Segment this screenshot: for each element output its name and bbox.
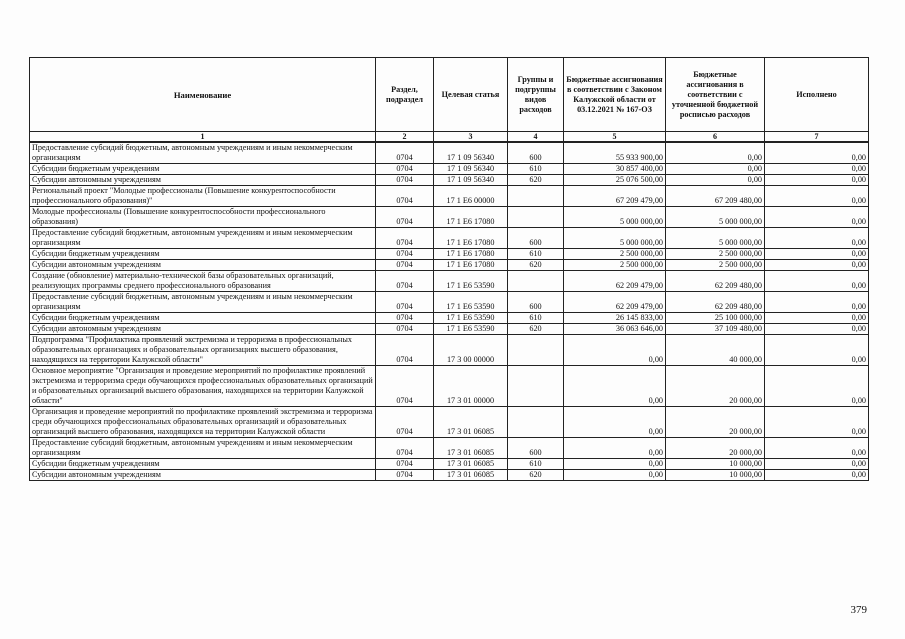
row-assignment-updated-cell: 0,00 [666, 175, 765, 186]
row-assignment-law-cell: 36 063 646,00 [564, 324, 666, 335]
row-group-cell [508, 207, 564, 228]
row-executed-cell: 0,00 [765, 324, 869, 335]
row-name-cell: Предоставление субсидий бюджетным, автономным учреждениям и иным некоммерческим организациям [30, 228, 376, 249]
column-number: 1 [30, 132, 376, 143]
row-section-cell: 0704 [376, 186, 434, 207]
row-executed-cell: 0,00 [765, 366, 869, 407]
row-assignment-updated-cell: 20 000,00 [666, 366, 765, 407]
row-group-cell: 610 [508, 164, 564, 175]
column-number: 4 [508, 132, 564, 143]
row-executed-cell: 0,00 [765, 142, 869, 164]
row-executed-cell: 0,00 [765, 207, 869, 228]
row-section-cell: 0704 [376, 407, 434, 438]
row-article-cell: 17 3 01 06085 [434, 438, 508, 459]
row-group-cell: 600 [508, 142, 564, 164]
budget-table [29, 57, 869, 481]
row-article-cell: 17 3 01 06085 [434, 407, 508, 438]
row-executed-cell: 0,00 [765, 164, 869, 175]
header-expense-group: Группы и подгруппы видов расходов [508, 58, 564, 132]
row-name-cell: Субсидии бюджетным учреждениям [30, 249, 376, 260]
row-section-cell: 0704 [376, 164, 434, 175]
row-assignment-law-cell: 2 500 000,00 [564, 249, 666, 260]
row-group-cell: 620 [508, 470, 564, 481]
row-executed-cell: 0,00 [765, 459, 869, 470]
row-executed-cell: 0,00 [765, 335, 869, 366]
row-section-cell: 0704 [376, 438, 434, 459]
column-number: 3 [434, 132, 508, 143]
table-row [30, 470, 869, 481]
table-row [30, 186, 869, 207]
row-section-cell: 0704 [376, 142, 434, 164]
row-section-cell: 0704 [376, 335, 434, 366]
row-section-cell: 0704 [376, 324, 434, 335]
table-row [30, 142, 869, 164]
row-assignment-updated-cell: 25 100 000,00 [666, 313, 765, 324]
row-name-cell: Молодые профессионалы (Повышение конкурентоспособности профессионального образования) [30, 207, 376, 228]
row-name-cell: Региональный проект "Молодые профессионалы (Повышение конкурентоспособности профессионального образования)" [30, 186, 376, 207]
row-name-cell: Создание (обновление) материально-технической базы образовательных организаций, реализующих программы среднего профессионального образования [30, 271, 376, 292]
row-assignment-updated-cell: 0,00 [666, 164, 765, 175]
row-executed-cell: 0,00 [765, 292, 869, 313]
row-assignment-law-cell: 5 000 000,00 [564, 207, 666, 228]
header-section: Раздел, подраздел [376, 58, 434, 132]
column-number: 7 [765, 132, 869, 143]
row-name-cell: Субсидии бюджетным учреждениям [30, 164, 376, 175]
row-group-cell [508, 407, 564, 438]
row-name-cell: Организация и проведение мероприятий по профилактике проявлений экстремизма и терроризма среди обучающихся профессиональных образовательных организаций и образовательных организаций высшего образования, находящихся на территории Калужской области [30, 407, 376, 438]
row-group-cell: 610 [508, 313, 564, 324]
row-section-cell: 0704 [376, 271, 434, 292]
row-assignment-law-cell: 5 000 000,00 [564, 228, 666, 249]
table-row [30, 366, 869, 407]
row-assignment-law-cell: 0,00 [564, 366, 666, 407]
row-group-cell: 600 [508, 228, 564, 249]
row-group-cell: 600 [508, 438, 564, 459]
row-article-cell: 17 1 Е6 00000 [434, 186, 508, 207]
row-article-cell: 17 1 Е6 53590 [434, 292, 508, 313]
row-article-cell: 17 3 00 00000 [434, 335, 508, 366]
row-assignment-updated-cell: 40 000,00 [666, 335, 765, 366]
row-name-cell: Предоставление субсидий бюджетным, автономным учреждениям и иным некоммерческим организациям [30, 438, 376, 459]
table-row [30, 407, 869, 438]
row-assignment-updated-cell: 2 500 000,00 [666, 249, 765, 260]
row-group-cell [508, 335, 564, 366]
row-assignment-law-cell: 30 857 400,00 [564, 164, 666, 175]
row-section-cell: 0704 [376, 249, 434, 260]
table-row [30, 164, 869, 175]
row-assignment-updated-cell: 5 000 000,00 [666, 228, 765, 249]
row-group-cell: 610 [508, 459, 564, 470]
column-number: 6 [666, 132, 765, 143]
row-name-cell: Субсидии автономным учреждениям [30, 324, 376, 335]
row-assignment-updated-cell: 2 500 000,00 [666, 260, 765, 271]
row-name-cell: Основное мероприятие "Организация и проведение мероприятий по профилактике проявлений экстремизма и терроризма среди обучающихся профессиональных образовательных организаций и образовательных организаций высшего образования, находящихся на территории Калужской области" [30, 366, 376, 407]
row-assignment-law-cell: 0,00 [564, 438, 666, 459]
row-article-cell: 17 1 09 56340 [434, 142, 508, 164]
row-article-cell: 17 3 01 00000 [434, 366, 508, 407]
row-executed-cell: 0,00 [765, 470, 869, 481]
row-article-cell: 17 1 Е6 53590 [434, 324, 508, 335]
row-article-cell: 17 3 01 06085 [434, 470, 508, 481]
row-executed-cell: 0,00 [765, 228, 869, 249]
table-row [30, 292, 869, 313]
row-article-cell: 17 1 Е6 53590 [434, 271, 508, 292]
row-article-cell: 17 1 09 56340 [434, 164, 508, 175]
row-group-cell [508, 366, 564, 407]
row-group-cell: 600 [508, 292, 564, 313]
row-section-cell: 0704 [376, 292, 434, 313]
row-article-cell: 17 1 Е6 17080 [434, 260, 508, 271]
row-assignment-law-cell: 62 209 479,00 [564, 292, 666, 313]
header-executed: Исполнено [765, 58, 869, 132]
row-assignment-updated-cell: 10 000,00 [666, 470, 765, 481]
row-executed-cell: 0,00 [765, 175, 869, 186]
row-section-cell: 0704 [376, 260, 434, 271]
row-assignment-updated-cell: 0,00 [666, 142, 765, 164]
row-executed-cell: 0,00 [765, 438, 869, 459]
row-assignment-law-cell: 62 209 479,00 [564, 271, 666, 292]
row-name-cell: Предоставление субсидий бюджетным, автономным учреждениям и иным некоммерческим организациям [30, 142, 376, 164]
row-executed-cell: 0,00 [765, 249, 869, 260]
row-assignment-updated-cell: 62 209 480,00 [666, 271, 765, 292]
row-group-cell: 620 [508, 324, 564, 335]
row-assignment-updated-cell: 10 000,00 [666, 459, 765, 470]
row-executed-cell: 0,00 [765, 260, 869, 271]
row-executed-cell: 0,00 [765, 186, 869, 207]
row-section-cell: 0704 [376, 228, 434, 249]
row-assignment-law-cell: 26 145 833,00 [564, 313, 666, 324]
table-row [30, 228, 869, 249]
row-assignment-updated-cell: 37 109 480,00 [666, 324, 765, 335]
table-row [30, 335, 869, 366]
row-name-cell: Предоставление субсидий бюджетным, автономным учреждениям и иным некоммерческим организациям [30, 292, 376, 313]
row-assignment-law-cell: 55 933 900,00 [564, 142, 666, 164]
table-row [30, 271, 869, 292]
row-group-cell: 620 [508, 175, 564, 186]
row-assignment-law-cell: 0,00 [564, 459, 666, 470]
table-row [30, 459, 869, 470]
row-section-cell: 0704 [376, 175, 434, 186]
row-group-cell: 620 [508, 260, 564, 271]
table-body [30, 142, 869, 481]
row-assignment-updated-cell: 20 000,00 [666, 407, 765, 438]
row-section-cell: 0704 [376, 470, 434, 481]
header-name: Наименование [30, 58, 376, 132]
table-row [30, 438, 869, 459]
row-executed-cell: 0,00 [765, 271, 869, 292]
table-row [30, 313, 869, 324]
row-group-cell [508, 186, 564, 207]
row-article-cell: 17 1 Е6 17080 [434, 249, 508, 260]
row-executed-cell: 0,00 [765, 313, 869, 324]
row-assignment-law-cell: 25 076 500,00 [564, 175, 666, 186]
table-row [30, 260, 869, 271]
row-name-cell: Субсидии бюджетным учреждениям [30, 459, 376, 470]
table-row [30, 249, 869, 260]
row-name-cell: Субсидии бюджетным учреждениям [30, 313, 376, 324]
row-assignment-law-cell: 0,00 [564, 470, 666, 481]
column-number: 5 [564, 132, 666, 143]
column-number: 2 [376, 132, 434, 143]
row-assignment-law-cell: 0,00 [564, 335, 666, 366]
row-article-cell: 17 1 Е6 17080 [434, 207, 508, 228]
row-assignment-law-cell: 0,00 [564, 407, 666, 438]
header-row [30, 58, 869, 132]
row-executed-cell: 0,00 [765, 407, 869, 438]
row-article-cell: 17 1 Е6 53590 [434, 313, 508, 324]
row-article-cell: 17 1 Е6 17080 [434, 228, 508, 249]
row-section-cell: 0704 [376, 207, 434, 228]
row-group-cell: 610 [508, 249, 564, 260]
row-assignment-updated-cell: 67 209 480,00 [666, 186, 765, 207]
row-section-cell: 0704 [376, 313, 434, 324]
header-assignments-updated: Бюджетные ассигнования в соответствии с уточненной бюджетной росписью расходов [666, 58, 765, 132]
row-section-cell: 0704 [376, 366, 434, 407]
table-row [30, 207, 869, 228]
table-row [30, 324, 869, 335]
row-assignment-updated-cell: 5 000 000,00 [666, 207, 765, 228]
table-row [30, 175, 869, 186]
row-assignment-updated-cell: 20 000,00 [666, 438, 765, 459]
row-assignment-law-cell: 2 500 000,00 [564, 260, 666, 271]
row-assignment-law-cell: 67 209 479,00 [564, 186, 666, 207]
header-assignments-law: Бюджетные ассигнования в соответствии с Законом Калужской области от 03.12.2021 № 167-ОЗ [564, 58, 666, 132]
header-target-article: Целевая статья [434, 58, 508, 132]
row-name-cell: Субсидии автономным учреждениям [30, 260, 376, 271]
row-assignment-updated-cell: 62 209 480,00 [666, 292, 765, 313]
row-article-cell: 17 3 01 06085 [434, 459, 508, 470]
page-number: 379 [850, 604, 867, 616]
row-section-cell: 0704 [376, 459, 434, 470]
row-name-cell: Подпрограмма "Профилактика проявлений экстремизма и терроризма в профессиональных образовательных организациях и образовательных организациях высшего образования, находящихся на территории Калужской области" [30, 335, 376, 366]
row-name-cell: Субсидии автономным учреждениям [30, 175, 376, 186]
row-group-cell [508, 271, 564, 292]
row-name-cell: Субсидии автономным учреждениям [30, 470, 376, 481]
row-article-cell: 17 1 09 56340 [434, 175, 508, 186]
column-number-row [30, 132, 869, 143]
